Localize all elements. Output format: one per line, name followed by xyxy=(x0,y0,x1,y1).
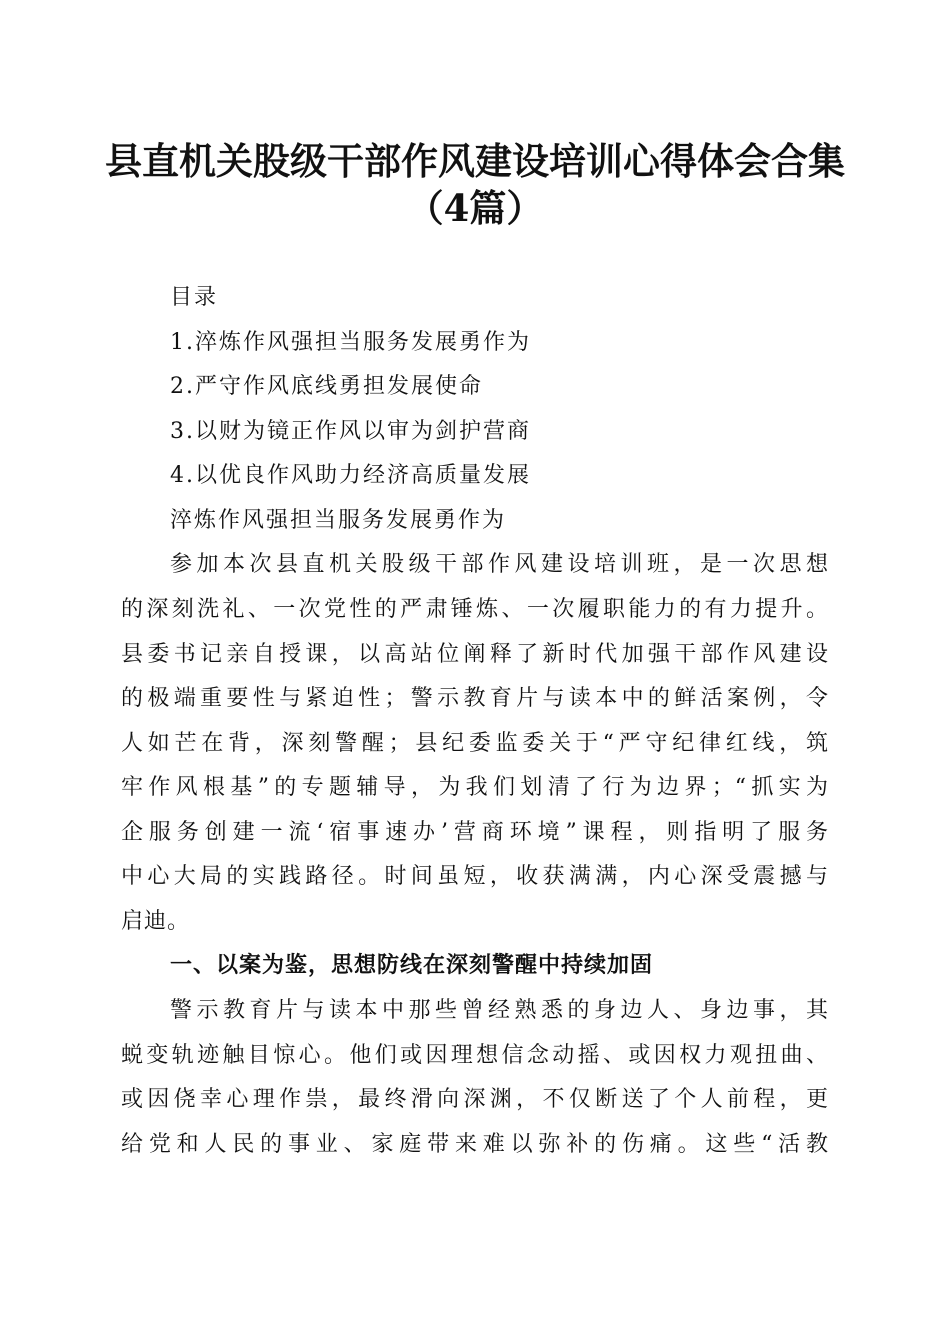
section-heading: 一、以案为鉴，思想防线在深刻警醒中持续加固 xyxy=(170,953,654,978)
paragraph-line: 蜕变轨迹触目惊心。他们或因理想信念动摇、或因权力观扭曲、 xyxy=(121,1043,829,1068)
paragraph-line: 县委书记亲自授课，以高站位阐释了新时代加强干部作风建设 xyxy=(121,642,829,667)
paragraph-line: 牢作风根基”的专题辅导，为我们划清了行为边界；“抓实为 xyxy=(121,775,829,800)
paragraph-line: 给党和人民的事业、家庭带来难以弥补的伤痛。这些“活教 xyxy=(121,1132,829,1157)
toc-item: 3.以财为镜正作风以审为剑护营商 xyxy=(170,419,531,444)
document-title-subtitle: （4篇） xyxy=(406,186,544,230)
toc-item: 2.严守作风底线勇担发展使命 xyxy=(170,374,483,399)
paragraph-line: 中心大局的实践路径。时间虽短，收获满满，内心深受震撼与 xyxy=(121,864,829,889)
paragraph-line: 的深刻洗礼、一次党性的严肃锤炼、一次履职能力的有力提升。 xyxy=(121,597,829,622)
paragraph-line: 人如芒在背，深刻警醒；县纪委监委关于“严守纪律红线，筑 xyxy=(121,731,829,756)
paragraph-line: 警示教育片与读本中那些曾经熟悉的身边人、身边事，其 xyxy=(170,998,829,1023)
paragraph-line: 企服务创建一流‘宿事速办’营商环境”课程，则指明了服务 xyxy=(121,820,829,845)
paragraph-line: 的极端重要性与紧迫性；警示教育片与读本中的鲜活案例，令 xyxy=(121,686,829,711)
article-title: 淬炼作风强担当服务发展勇作为 xyxy=(170,508,507,533)
paragraph-line: 参加本次县直机关股级干部作风建设培训班，是一次思想 xyxy=(170,552,829,577)
paragraph-line: 或因侥幸心理作祟，最终滑向深渊，不仅断送了个人前程，更 xyxy=(121,1087,829,1112)
paragraph-line: 启迪。 xyxy=(121,909,191,934)
toc-heading: 目录 xyxy=(170,285,219,310)
toc-item: 4.以优良作风助力经济高质量发展 xyxy=(170,463,531,488)
document-title: 县直机关股级干部作风建设培训心得体会合集 xyxy=(105,139,845,183)
toc-item: 1.淬炼作风强担当服务发展勇作为 xyxy=(170,330,531,355)
